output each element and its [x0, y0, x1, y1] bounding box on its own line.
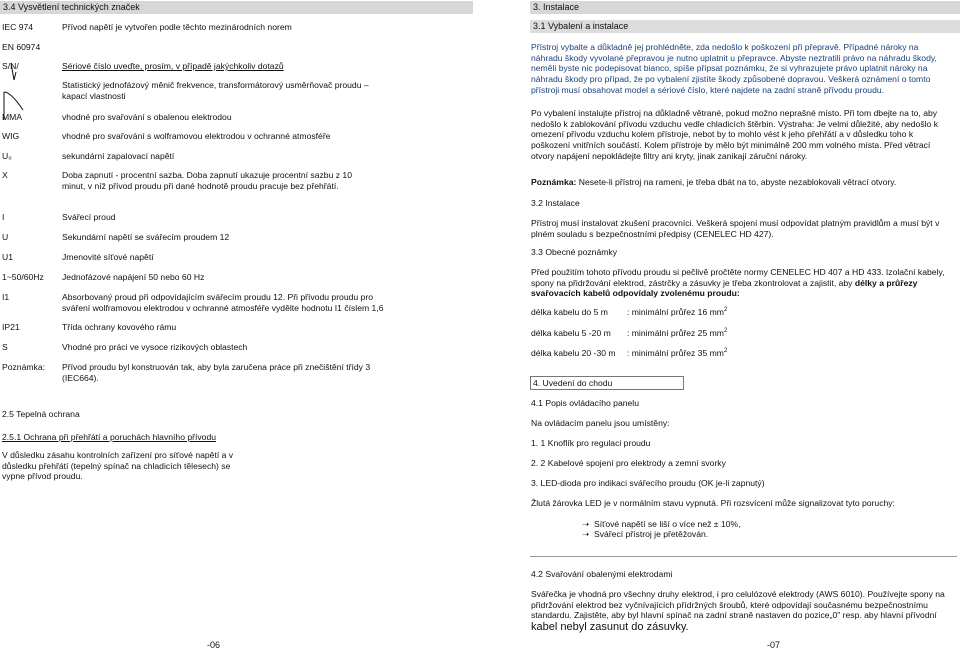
symbol-desc: Sekundární napětí se svářecím proudem 12 — [62, 232, 230, 242]
covered-electrode-text-b: kabel nebyl zasunut do zásuvky. — [531, 621, 689, 634]
unpacking-paragraph-2: Po vybalení instalujte přístroj na důkladně větrané, pokud možno neprašné místo. Při tom dbejte na to, aby nedošlo k zablokování přívodu vzduchu vedle chladicích štěrbin. Výstraha: Je velmi důležité, aby nedošlo k omezení přívodu vzduchu kolem přístroje, nebot by to mohlo vést k jeho přehřátí a v důsledku toho k poškození vnitřních součástí. Kolem přístroje by mělo být minimálně 200 mm volného místa. Před větrací otvory napájení nepokládejte filtry ani kryty, jinak zanikají záruční nároky. — [531, 108, 938, 161]
covered-electrode-text-a: Svářečka je vhodná pro všechny druhy elektrod, i pro celulózové elektrody (AWS 6010). Používejte spony na přidržování elektrod bez vyčnívajících přídržných šroubů, které odpovídají současnému bezpečnostnímu standardu. Zajistěte, aby byl hlavní spínač na zadní straně nastaven do pozice„0" resp. aby hlavní přívodní — [531, 589, 945, 621]
symbol-label: MMA — [2, 112, 23, 122]
cable-spec — [627, 348, 727, 359]
symbol-desc: Třída ochrany kovového rámu — [62, 322, 177, 332]
heat-protection-title: 2.5 Tepelná ochrana — [2, 409, 80, 419]
symbol-desc: vhodné pro svařování s obalenou elektrodou — [62, 112, 232, 122]
cable-spec-text: : minimální průřez 16 mm — [627, 307, 724, 317]
symbol-desc: Svářecí proud — [62, 212, 116, 222]
general-notes-title: 3.3 Obecné poznámky — [531, 247, 617, 257]
section-header-startup: 4. Uvedení do chodu — [530, 376, 684, 390]
symbol-desc: sekundární zapalovací napětí — [62, 151, 175, 161]
symbol-label: I — [2, 212, 5, 222]
symbol-desc: Přívod napětí je vytvořen podle těchto mezinárodních norem — [62, 22, 292, 32]
cable-spec-text: : minimální průřez 25 mm — [627, 328, 724, 338]
symbol-desc: Vhodné pro práci ve vysoce rizikových oblastech — [62, 342, 248, 352]
symbol-desc: Jednofázové napájení 50 nebo 60 Hz — [62, 272, 205, 282]
symbol-desc: Statistický jednofázový měnič frekvence, transformátorový usměrňovač proudu – kapací vlastnosti — [62, 80, 369, 101]
page-number-left: -06 — [207, 640, 221, 650]
symbol-desc: Absorbovaný proud při odpovídajícím svářecím proudu 12. Při přívodu proudu pro sváření wolframovou elektrodou v ochranné atmosféře vydělte hodnotu I1 číslem 1,6 — [62, 292, 384, 313]
divider — [530, 556, 957, 557]
cable-spec — [627, 307, 727, 318]
arrow-right-icon: ➝ — [582, 519, 590, 529]
cable-spec-sup: 2 — [723, 328, 728, 335]
symbol-label: 1~50/60Hz — [2, 272, 44, 282]
panel-item: 1. 1 Knoflík pro regulaci proudu — [531, 438, 651, 448]
cable-spec-text: : minimální průřez 35 mm — [627, 348, 724, 358]
unpacking-note — [531, 177, 951, 188]
symbol-label: X — [2, 170, 8, 180]
panel-item: 3. LED-dioda pro indikaci svářecího proudu (OK je-li zapnutý) — [531, 478, 765, 488]
symbol-desc: Jmenovité síťové napětí — [62, 252, 154, 262]
unpacking-paragraph-1: Přístroj vybalte a důkladně jej prohlédněte, zda nedošlo k poškození při přepravě. Případné nároky na náhradu škody vyvolané přepravou je nutno uplatnit u přepravce. Abyste neztratili právo na náhradu škody, neměli byste nic podepisovat bianco, spíše připsat poznámku, že si vyhrazujete právo uplatnit nároky na náhradu škody pro případ, že po vybalení zjistíte škody způsobené dopravou. Veškerá oznámení o tomto přístroji musí obsahovat model a sériové číslo, které najdete na zadní straně přívodu proudu. — [531, 42, 937, 95]
symbol-label: U₀ — [2, 151, 12, 161]
cable-spec-sup: 2 — [723, 348, 728, 355]
symbol-desc: Doba zapnutí - procentní sazba. Doba zapnutí ukazuje procentní sazbu z 10 minut, v níž přívod proudu při dané hodnotě proudu pracuje bez přehřátí. — [62, 170, 352, 191]
fault-text: Svářecí přístroj je přetěžován. — [594, 529, 709, 539]
symbol-label: I1 — [2, 292, 10, 302]
symbol-desc: Sériové číslo uveďte, prosím, v případě jakýchkoliv dotazů — [62, 61, 284, 71]
note-text: Přívod proudu byl konstruován tak, aby byla zaručena práce při znečištění třídy 3 (IEC664). — [62, 362, 371, 383]
general-notes-text-b: délky a průřezy svařovacích kabelů odpovídaly zvolenému proudu: — [531, 277, 918, 299]
note-label: Poznámka: — [531, 177, 577, 187]
symbol-label: EN 60974 — [2, 42, 41, 52]
page-number-right: -07 — [767, 640, 781, 650]
symbol-label: IEC 974 — [2, 22, 34, 32]
general-notes-text — [531, 267, 951, 299]
covered-electrode-title: 4.2 Svařování obalenými elektrodami — [531, 569, 673, 579]
led-description: Žlutá žárovka LED je v normálním stavu vypnutá. Při rozsvícení může signalizovat tyto poruchy: — [531, 498, 895, 508]
subsection-header-unpacking: 3.1 Vybalení a instalace — [530, 20, 960, 33]
cable-spec-sup: 2 — [723, 307, 728, 314]
arrow-right-icon: ➝ — [582, 529, 590, 539]
heat-protection-text: V důsledku zásahu kontrolních zařízení pro síťové napětí a v důsledku přehřátí (tepelný spínač na chladicích tělesech) se vypne přívod proudu. — [2, 450, 234, 482]
symbol-label: IP21 — [2, 322, 20, 332]
note-text: Nesete-li přístroj na rameni, je třeba dbát na to, abyste nezablokovali větrací otvory. — [576, 177, 897, 187]
covered-electrode-text — [531, 589, 951, 635]
cable-spec — [627, 328, 727, 339]
symbol-label: S — [2, 342, 8, 352]
symbol-label: WIG — [2, 131, 20, 141]
cable-length: délka kabelu 5 -20 m — [531, 328, 611, 338]
panel-item: 2. 2 Kabelové spojení pro elektrody a zemní svorky — [531, 458, 726, 468]
symbol-label: U — [2, 232, 9, 242]
fault-item — [582, 529, 708, 540]
section-header-installation: 3. Instalace — [530, 1, 960, 14]
general-notes-text-a: Před použitím tohoto přívodu proudu si pečlivě pročtěte normy CENELEC HD 407 a HD 433. Izolační kabely, spony na přidržování elektrod, zástrčky a zásuvky je třeba zkontrolovat a zajistit, aby — [531, 267, 945, 288]
installation-title: 3.2 Instalace — [531, 198, 580, 208]
symbol-label: U1 — [2, 252, 13, 262]
cable-length: délka kabelu do 5 m — [531, 307, 608, 317]
cable-length: délka kabelu 20 -30 m — [531, 348, 616, 358]
heat-protection-subtitle: 2.5.1 Ochrana při přehřátí a poruchách hlavního přívodu — [2, 432, 217, 442]
control-panel-title: 4.1 Popis ovládacího panelu — [531, 398, 639, 408]
control-panel-intro: Na ovládacím panelu jsou umístěny: — [531, 418, 670, 428]
section-header-technical-symbols: 3.4 Vysvětlení technických značek — [0, 1, 473, 14]
note-label: Poznámka: — [2, 362, 45, 372]
symbol-desc: vhodné pro svařování s wolframovou elektrodou v ochranné atmosféře — [62, 131, 331, 141]
installation-text: Přístroj musí instalovat zkušení pracovníci. Veškerá spojení musí odpovídat platným pravidlům a musí být v plném souladu s bezpečnostními předpisy (CENELEC HD 427). — [531, 218, 940, 239]
fault-text: Síťové napětí se liší o více než ± 10%, — [594, 519, 741, 529]
symbol-label: S/N/ — [2, 61, 19, 71]
